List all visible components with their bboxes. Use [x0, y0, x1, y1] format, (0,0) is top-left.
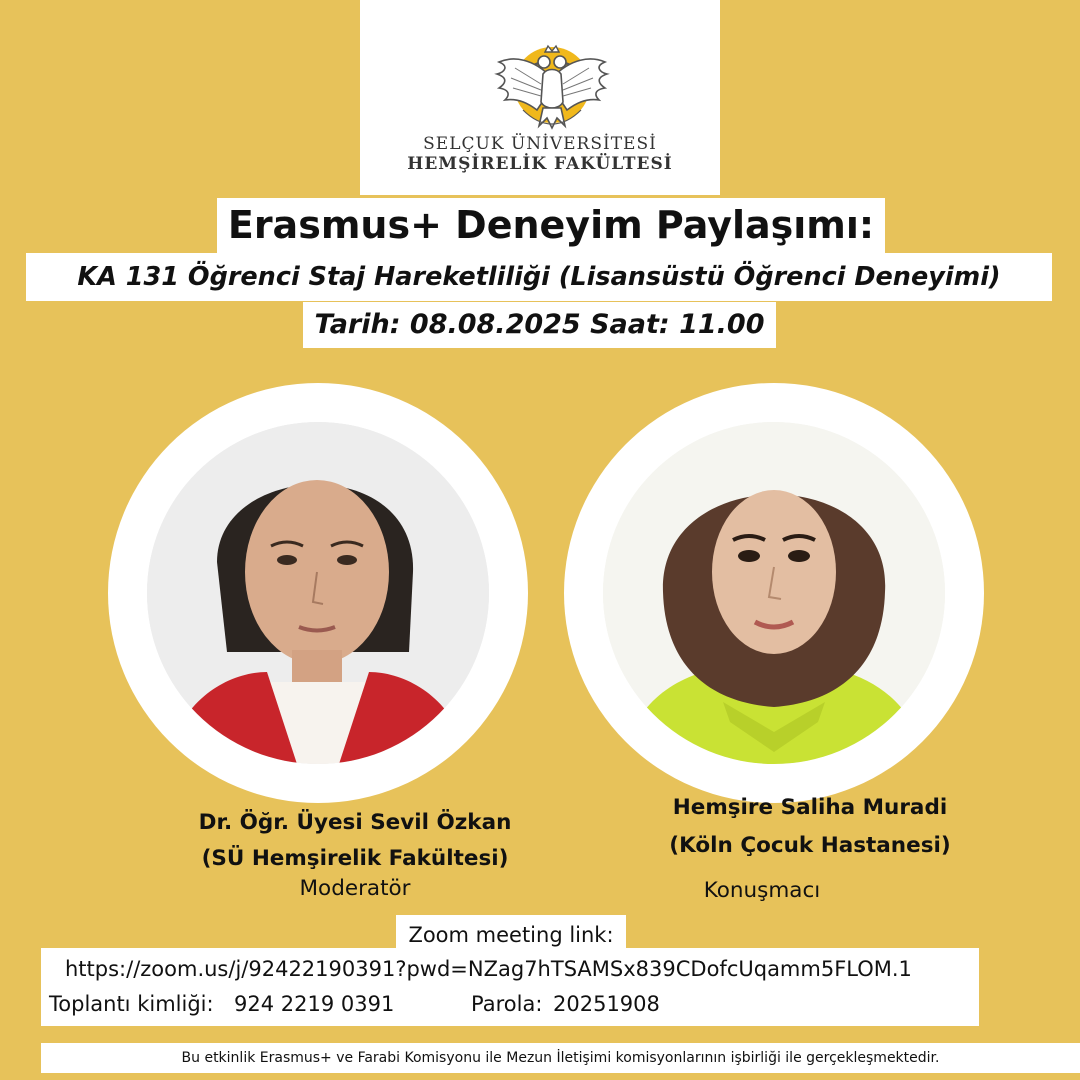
zoom-details-box — [41, 948, 979, 1026]
meeting-id-label: Toplantı kimliği: — [49, 992, 214, 1016]
zoom-link-label: Zoom meeting link: — [396, 915, 626, 951]
moderator-role: Moderatör — [299, 876, 411, 901]
meeting-id-value: 924 2219 0391 — [234, 992, 395, 1016]
footer-note: Bu etkinlik Erasmus+ ve Farabi Komisyonu ile Mezun İletişimi komisyonlarının işbirliği ile gerçekleşmektedir. — [41, 1043, 1080, 1073]
speaker-affiliation: (Köln Çocuk Hastanesi) — [669, 833, 951, 858]
zoom-meeting-link[interactable]: https://zoom.us/j/92422190391?pwd=NZag7hTSAMSx839CDofcUqamm5FLOM.1 — [65, 957, 912, 981]
speaker-role: Konuşmacı — [703, 878, 821, 903]
double-headed-eagle-icon — [493, 38, 611, 136]
speaker-name: Hemşire Saliha Muradi — [672, 795, 948, 820]
speaker-photo — [603, 422, 945, 764]
event-subtitle: KA 131 Öğrenci Staj Hareketliliği (Lisansüstü Öğrenci Deneyimi) — [26, 253, 1052, 301]
moderator-photo — [147, 422, 489, 764]
event-title: Erasmus+ Deneyim Paylaşımı: — [217, 198, 885, 253]
password-value: 20251908 — [553, 992, 660, 1016]
logo-university-name: SELÇUK ÜNİVERSİTESİ — [423, 134, 657, 154]
moderator-affiliation: (SÜ Hemşirelik Fakültesi) — [201, 846, 509, 871]
logo-faculty-name: HEMŞİRELİK FAKÜLTESİ — [407, 154, 673, 174]
moderator-name: Dr. Öğr. Üyesi Sevil Özkan — [198, 810, 512, 835]
event-datetime: Tarih: 08.08.2025 Saat: 11.00 — [303, 302, 776, 348]
password-label: Parola: — [471, 992, 543, 1016]
university-logo — [360, 0, 720, 195]
